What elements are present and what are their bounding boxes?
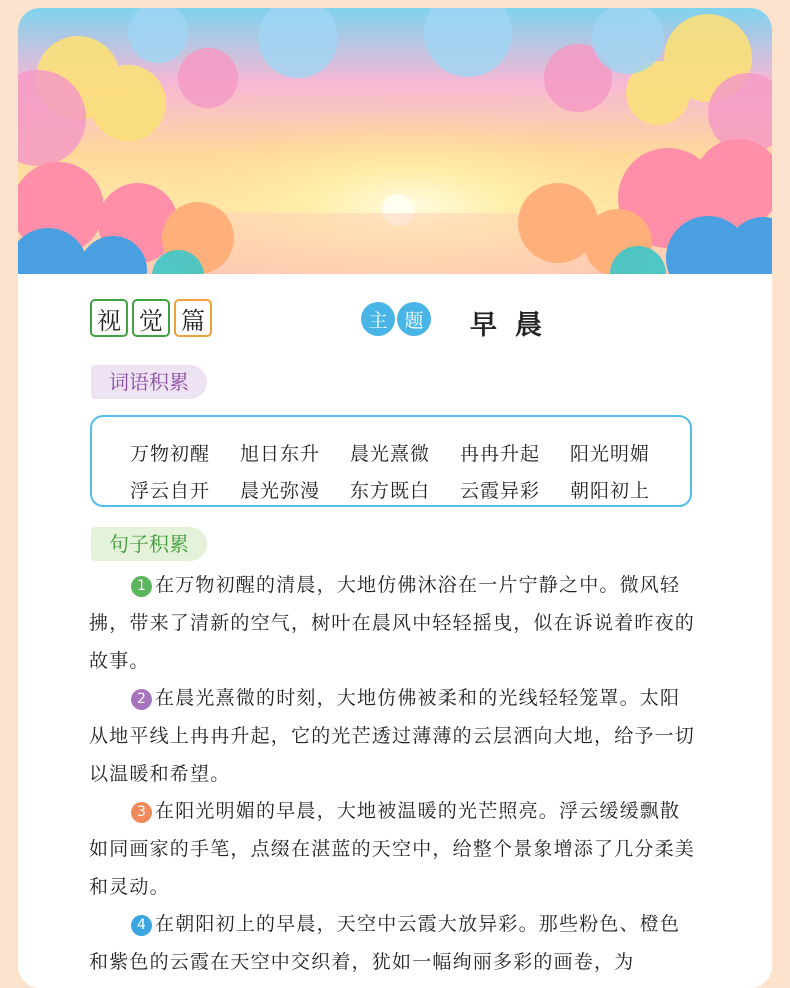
badge-char: 觉	[132, 299, 170, 337]
sentence-number: 4	[131, 915, 152, 936]
sentences-heading: 句子积累	[91, 527, 207, 561]
sentence-number: 1	[131, 576, 152, 597]
vocab-word: 云霞异彩	[460, 480, 541, 502]
vocabulary-box	[90, 415, 692, 507]
sentence-paragraph	[89, 792, 699, 906]
vocab-word: 万物初醒	[130, 443, 211, 465]
vocab-word: 冉冉升起	[460, 443, 541, 465]
page-card	[18, 8, 772, 988]
vocab-word: 晨光熹微	[350, 443, 431, 465]
sentence-text: 在朝阳初上的早晨，天空中云霞大放异彩。那些粉色、橙色和紫色的云霞在天空中交织着，犹如一幅绚丽多彩的画卷，为	[89, 913, 681, 973]
sentence-paragraph	[89, 905, 699, 981]
vocabulary-heading: 词语积累	[91, 365, 207, 399]
topic-label-char: 主	[361, 302, 395, 336]
vocab-word: 旭日东升	[240, 443, 321, 465]
word-row	[130, 476, 680, 503]
word-row	[130, 439, 680, 466]
sentence-paragraph	[89, 566, 699, 680]
vocab-word: 晨光弥漫	[240, 480, 321, 502]
topic-label	[361, 302, 433, 336]
vocab-word: 朝阳初上	[570, 480, 651, 502]
vocab-word: 东方既白	[350, 480, 431, 502]
sentence-text: 在阳光明媚的早晨，大地被温暖的光芒照亮。浮云缓缓飘散如同画家的手笔，点缀在湛蓝的天空中，给整个景象增添了几分柔美和灵动。	[89, 800, 696, 898]
sentence-paragraph	[89, 679, 699, 793]
sentence-number: 2	[131, 689, 152, 710]
badge-char: 篇	[174, 299, 212, 337]
sentence-text: 在晨光熹微的时刻，大地仿佛被柔和的光线轻轻笼罩。太阳从地平线上冉冉升起，它的光芒透过薄薄的云层洒向大地，给予一切以温暖和希望。	[89, 687, 696, 785]
sentence-text: 在万物初醒的清晨，大地仿佛沐浴在一片宁静之中。微风轻拂，带来了清新的空气，树叶在晨风中轻轻摇曳，似在诉说着昨夜的故事。	[89, 574, 696, 672]
vocab-word: 阳光明媚	[570, 443, 651, 465]
sunrise-sky-illustration	[18, 8, 772, 274]
topic-label-char: 题	[397, 302, 431, 336]
vocab-word: 浮云自开	[130, 480, 211, 502]
section-badge	[90, 299, 212, 337]
sentence-number: 3	[131, 802, 152, 823]
badge-char: 视	[90, 299, 128, 337]
page-title: 早晨	[470, 310, 560, 341]
